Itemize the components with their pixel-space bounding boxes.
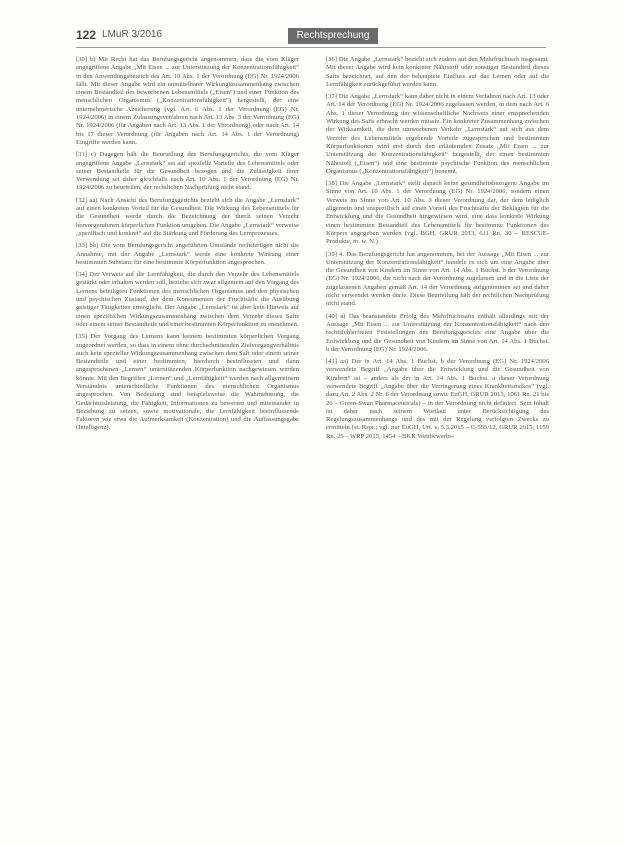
paragraph-35: [35] Der Vorgang des Lernens kann keinem bestimmten körperlichen Vorgang zugeordnet werden, so dass in einem ohne durchschnittenden Zielvorgangverhältnis auch kein spezieller Wirkungszusammenhang zwischen dem Saft oder einem seiner Bestandteile und einer bestimmten, hierdurch beeinflussten und dann angesprochenen „Lernen“ unterstützenden Körperfunktion nachgewiesen werden könnte. Mit den Begriffen „Lernen“ und „Lernfähigkeit“ werden nach allgemeinem Verständnis unterschiedliche Funktionen des menschlichen Organismus angesprochen. Von Bedeutung sind beispielsweise die Wahrnehmung, die Gedächtnisleistung, die Fähigkeit, Informationen zu bewerten und miteinander in Beziehung zu setzen, sowie motivationale, die Lernfähigkeit beeinflussende Faktoren wie etwa die Aufmerksamkeit (Konzentration) und die Auffassungsgabe (Intelligenz). — [76, 333, 299, 432]
paragraph-38: [38] Die Angabe „Lernstark“ stellt danach keine gesundheitsbezogene Angabe im Sinne von Art. 10 Abs. 1 der Verordnung (EG) Nr. 1924/2006, sondern einen Verweis im Sinne von Art. 10 Abs. 3 dieser Verordnung dar, der dem lediglich allgemein und unspezifisch auf einen Vorteil des Fruchtsafts der Beklagten für die Entwicklung und die Gesundheit hingewiesen wird, eine dass konkrete Wirkung einen bestimmten Bestandteil des Lebensmittels für bestimmte Funktionen des Körpers angegeben werden (vgl. BGH, GRUR 2013, 611 Rn. 30 – RESCUE-Produkte, m. w. N.). — [326, 180, 549, 246]
header-rule — [76, 47, 546, 48]
paragraph-39: [39] 4. Das Berufungsgericht hat angenommen, bei der Aussage „Mit Eisen ... zur Unterstützung der Konzentrationsfähigkeit“ handele es sich um eine Angabe über die Gesundheit von Kindern im Sinne von Art. 14 Abs. 1 Buchst. b der Verordnung (EG) Nr. 1924/2006, die nicht nach der Verordnung zugelassen und in die Liste der zugelassenen Angaben gemäß Art. 14 der Verordnung aufgenommen sei und daher nicht verwendet werden dürfe. Diese Beurteilung hält der rechtlichen Nachprüfung nicht stand. — [326, 250, 549, 308]
right-column — [326, 56, 549, 445]
paragraph-41: [41] aa) Der in Art. 14 Abs. 1 Buchst. b der Verordnung (EG) Nr. 1924/2006 verwendete Begriff „Angabe über die Entwicklung und die Gesundheit von Kindern“ ist – anders als der in Art. 14 Abs. 1 Buchst. a dieser Verordnung verwendete Begriff „Angabe über die Verringerung eines Krankheitsrisikos“ (vgl. dazu Art. 2 Abs. 2 Nr. 6 der Verordnung sowie EuGH, GRUR 2013, 1061 Rn. 21 bis 26 – Green-Swan Pharmaceuticals) – in der Verordnung nicht definiert. Sein Inhalt ist daher nach seinem Wortlaut unter Berücksichtigung des Regelungszusammenhangs und des mit der Regelung verfolgten Zwecks zu ermitteln (st. Rspr.; vgl. nur EuGH, Urt. v. 5.3.2015 – C-585/12, GRUR 2015, 1159 Rn. 25 – WRP 2015, 1454 – BKK Wettbewerbs- — [326, 358, 549, 440]
section-label: Rechtsprechung — [288, 28, 378, 44]
paragraph-36: [36] Die Angabe „Lernstark“ bezieht sich zudem auf den Mehrfruchtsaft insgesamt. Mit dieser Angabe wird kein konkreter Nährstoff oder sonstiger Bestandteil dieses Safts bezeichnet, auf den der behauptete Einfluss auf das Lernen oder auf die Lernfähigkeit zurückgeführt werden kann. — [326, 56, 549, 88]
paragraph-31: [31] c) Dagegen hält die Beurteilung des Berufungsgerichts, die vom Kläger angegriffene Angabe „Lernstark“ sei auf spezielle Vorteile des Lebensmittels oder seiner Bestandteile für die Gesundheit bezogen und die Zulässigkeit ihrer Verwendung sei daher gleichfalls nach Art. 10 Abs. 1 der Verordnung (EG) Nr. 1924/2006 zu beurteilen, der rechtlichen Nachprüfung nicht stand. — [76, 151, 299, 192]
paragraph-40: [40] a) Das beanstandete Erfolg des Mehrfruchtsafts enthält allerdings mit der Aussage „Mit Eisen ... zur Unterstützung der Konzentrationsfähigkeit“ nach den rechtsfehlerfreien Feststellungen des Berufungsgerichts eine Angabe über die Entwicklung und die Gesundheit von Kindern im Sinne von Art. 14 Abs. 1 Buchst. b der Verordnung (EG) Nr. 1924/2006. — [326, 312, 549, 353]
left-column — [76, 56, 299, 437]
paragraph-34: [34] Der Verweis auf die Lernfähigkeit, die durch den Verzehr des Lebensmittels gestärkt oder erhalten werden soll, beziehe sich zwar allgemein auf den Vorgang des Lernens beteiligten Funktionen des menschlichen Organismus und den physischen und psychischen Zustand, der dem Konsumenten der Fruchtsäfte die Ausübung geistiger Tätigkeiten ermöglicht. Der Angabe „Lernstark“ ist aber kein Hinweis auf einen spezifischen Wirkungszusammenhang zwischen dem Verzehr dieses Safts oder einem seiner Bestandteile und einer bestimmten Körperfunktion zu entnehmen. — [76, 271, 299, 328]
paragraph-32: [32] aa) Nach Ansicht des Berufungsgerichts bezieht sich die Angabe „Lernstark“ auf einen konkreten Vorteil für die Gesundheit. Die Wirkung des Lebensmittels für die Gesundheit werde durch die Bezeichnung der durch seinen Verzehr hervorgerufenen körperlichen Funktion umgeben. Die Angabe „Lernstark“ verweise „spezifisch und konkret“ auf die Stärkung und Förderung des Lernprozesses. — [76, 196, 299, 237]
paragraph-30: [30] b) Mit Recht hat das Berufungsgericht angenommen, dass die vom Kläger angegriffene Angabe „Mit Eisen ... zur Unterstützung der Konzentrationsfähigkeit“ in den Anwendungsbereich des Art. 10 Abs. 1 der Verordnung (EG) Nr. 1924/2006 fällt. Mit dieser Angabe wird ein unmittelbarer Wirkungszusammenhang zwischen einem Bestandteil des beworbenen Lebensmittels („Eisen“) und einer Funktion des menschlichen Organismus („Konzentrationsfähigkeit“) hergestellt, der eine unternehmerische Absicherung (vgl. Art. 6 Abs. 1 der Verordnung (EG) Nr. 1924/2006) in einem Zulassungsverfahren nach Art. 13 Abs. 3 der Verordnung (EG) Nr. 1924/2006 (für Angaben nach Art. 13 Abs. 1 der Verordnung) oder nach Art. 14 bis 17 dieser Verordnung (für Angaben nach Art. 14 Abs. 1 der Verordnung) Eingriffe werden kann. — [76, 56, 299, 146]
paragraph-37: [37] Die Angabe „Lernstark“ kann daher nicht in einem Verfahren nach Art. 13 oder Art. 14 der Verordnung (EG) Nr. 1924/2006 zugelassen werden, in dem nach Art. 6 Abs. 1 dieser Verordnung der wissenschaftliche Nachweis einer entsprechenden Wirkung des Safts erbracht werden müsste. Ein konkreter Zusammenhang zwischen der Wirksamkeit, die dem umworbenen Verkehr „Lernstark“ auf sich aus dem Verzehr des Lebensmittels ergebende Vorteile zugesprochen und bestimmten Körperfunktionen wird erst durch den erläuternden Zusatz „Mit Eisen ... zur Unterstützung der Konzentrationsfähigkeit“ hergestellt, der einen bestimmten Nährstoff („Eisen“) und eine bestimmte psychische Funktion des menschlichen Organismus („Konzentrationsfähigkeit“) benennt. — [326, 93, 549, 175]
page-header — [76, 28, 546, 46]
journal-reference: LMuR 3/2016 — [102, 29, 163, 40]
paragraph-33: [33] bb) Die vom Berufungsgericht angeführten Umstände rechtfertigen nicht die Annahme, mit der Angabe „Lernstark“ werde eine konkrete Wirkung einer bestimmten Substanz für eine bestimmte Körperfunktion angesprochen. — [76, 242, 299, 266]
page-number: 122 — [76, 28, 97, 42]
